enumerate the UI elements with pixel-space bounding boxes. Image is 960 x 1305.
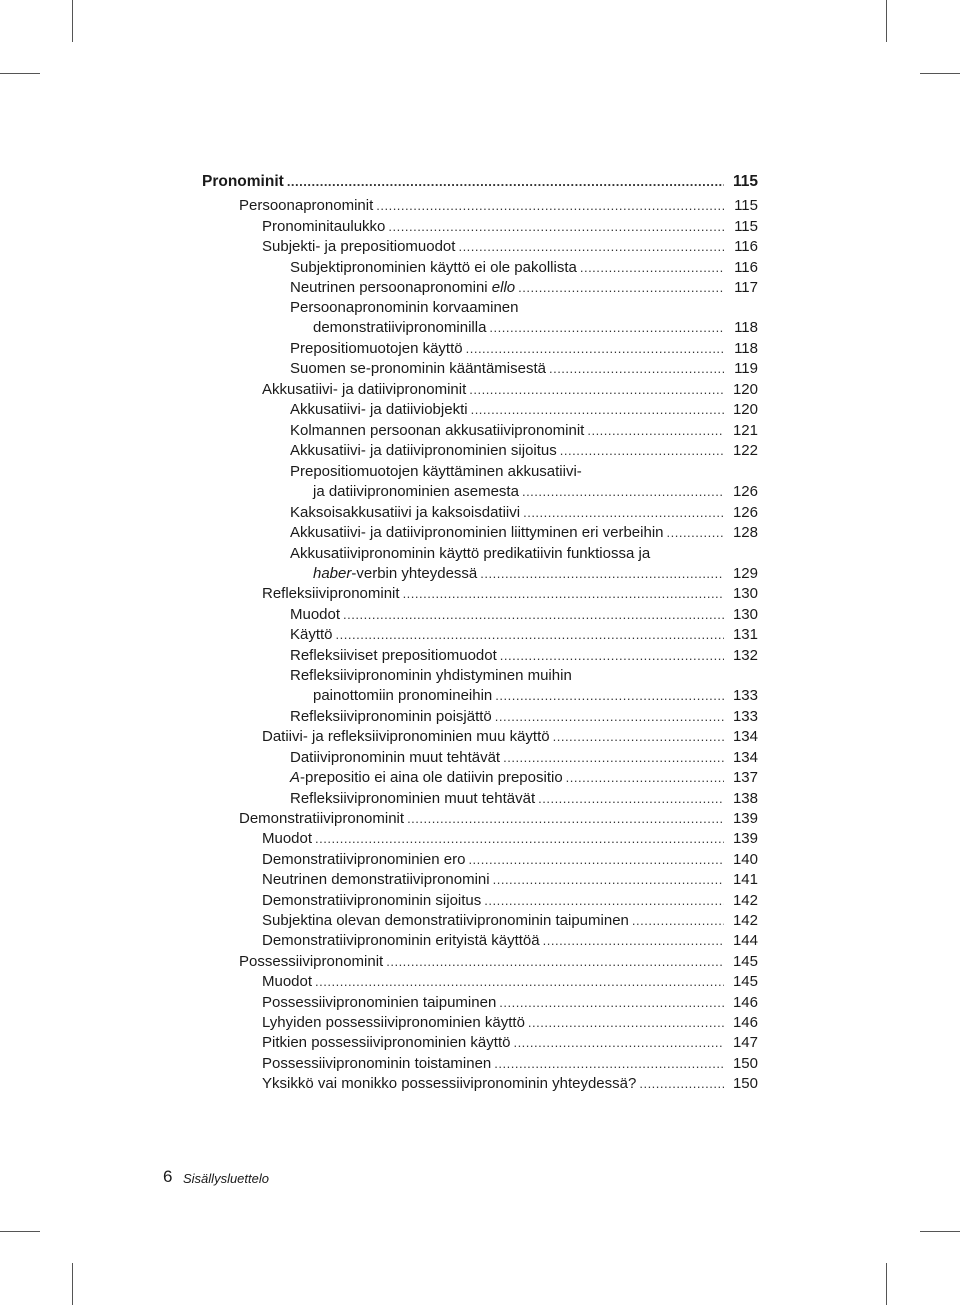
toc-entry-title-line: Refleksiivipronominin yhdistyminen muihin (290, 667, 572, 684)
toc-page-number: 142 (732, 912, 758, 929)
toc-entry[interactable] (262, 237, 758, 256)
dot-leader (499, 993, 724, 1012)
toc-page-number: 139 (732, 810, 758, 827)
dot-leader (553, 727, 724, 746)
toc-entry-title: Lyhyiden possessiivipronominien käyttö (262, 1014, 525, 1031)
toc-entry-title: Possessiivipronominit (239, 953, 384, 970)
toc-page-number: 117 (734, 279, 758, 296)
toc-entry[interactable] (262, 1013, 758, 1032)
dot-leader (489, 318, 724, 337)
toc-entry[interactable] (290, 339, 758, 358)
toc-entry[interactable] (262, 1033, 758, 1052)
dot-leader (518, 278, 724, 297)
dot-leader (523, 503, 724, 522)
dot-leader (480, 564, 724, 583)
toc-entry-title: Datiivipronominin muut tehtävät (290, 749, 501, 766)
toc-entry[interactable] (290, 625, 758, 644)
dot-leader (468, 850, 724, 869)
toc-entry[interactable] (290, 748, 758, 767)
dot-leader (549, 359, 724, 378)
dot-leader (388, 217, 724, 236)
toc-page-number: 144 (732, 932, 758, 949)
toc-entry-title-line: Prepositiomuotojen käyttäminen akkusatiivi- (290, 463, 582, 480)
toc-entry[interactable] (239, 809, 758, 828)
toc-entry[interactable] (313, 318, 758, 337)
toc-entry-title: Subjektipronominien käyttö ei ole pakollista (290, 259, 577, 276)
toc-entry-title: Demonstratiivipronominien ero (262, 851, 466, 868)
toc-entry-title: Akkusatiivi- ja datiivipronominit (262, 381, 467, 398)
toc-page-number: 115 (732, 173, 758, 190)
dot-leader (500, 646, 724, 665)
toc-entry[interactable] (290, 605, 758, 624)
toc-page-number: 120 (732, 381, 758, 398)
toc-page-number: 142 (732, 892, 758, 909)
toc-entry-title: Kolmannen persoonan akkusatiivipronominit (290, 422, 585, 439)
toc-page-number: 150 (732, 1055, 758, 1072)
dot-leader (343, 605, 724, 624)
dot-leader (315, 829, 724, 848)
toc-entry-title: Possessiivipronominien taipuminen (262, 994, 497, 1011)
toc-page-number: 118 (734, 319, 758, 336)
toc-entry-title: demonstratiivipronominilla (313, 319, 487, 336)
dot-leader (376, 196, 724, 215)
toc-entry-title: Akkusatiivi- ja datiivipronominien liittyminen eri verbeihin (290, 524, 664, 541)
dot-leader (336, 625, 724, 644)
dot-leader (493, 870, 724, 889)
toc-entry[interactable] (262, 584, 758, 603)
toc-page-number: 131 (732, 626, 758, 643)
toc-entry-title: Refleksiiviset prepositiomuodot (290, 647, 497, 664)
toc-page-number: 115 (734, 197, 758, 214)
toc-entry[interactable] (262, 972, 758, 991)
toc-entry-title: Subjekti- ja prepositiomuodot (262, 238, 456, 255)
toc-page-number: 129 (732, 565, 758, 582)
toc-entry-title: Pronominit (202, 173, 284, 190)
toc-page-number: 121 (732, 422, 758, 439)
toc-entry[interactable] (202, 172, 758, 191)
dot-leader (560, 441, 724, 460)
toc-page-number: 132 (732, 647, 758, 664)
toc-entry-title: haber-verbin yhteydessä (313, 565, 478, 582)
toc-entry[interactable] (262, 1054, 758, 1073)
dot-leader (513, 1033, 724, 1052)
toc-entry-title: Subjektina olevan demonstratiivipronominin taipuminen (262, 912, 629, 929)
toc-entry[interactable] (262, 727, 758, 746)
toc-page-number: 141 (732, 871, 758, 888)
toc-entry-title: ja datiivipronominien asemesta (313, 483, 519, 500)
footer-page-number: 6 (163, 1167, 173, 1186)
dot-leader (458, 237, 724, 256)
toc-entry-title: Akkusatiivi- ja datiivipronominien sijoitus (290, 442, 557, 459)
dot-leader (495, 686, 724, 705)
toc-page-number: 134 (732, 728, 758, 745)
toc-entry-title: Demonstratiivipronominin sijoitus (262, 892, 482, 909)
toc-entry-title-line: Persoonapronominin korvaaminen (290, 299, 519, 316)
toc-entry-title: painottomiin pronomineihin (313, 687, 493, 704)
toc-entry[interactable] (290, 421, 758, 440)
toc-entry[interactable] (313, 686, 758, 705)
toc-page-number: 147 (732, 1034, 758, 1051)
dot-leader (495, 707, 724, 726)
toc-entry-title: Neutrinen demonstratiivipronomini (262, 871, 490, 888)
toc-entry[interactable] (290, 258, 758, 277)
toc-page-number: 139 (732, 830, 758, 847)
dot-leader (403, 584, 724, 603)
dot-leader (386, 952, 724, 971)
toc-entry[interactable] (239, 196, 758, 215)
toc-page-number: 126 (732, 504, 758, 521)
dot-leader (667, 523, 725, 542)
toc-entry-title: Muodot (262, 830, 313, 847)
toc-page-number: 115 (734, 218, 758, 235)
toc-entry[interactable] (262, 217, 758, 236)
dot-leader (639, 1074, 724, 1093)
dot-leader (407, 809, 724, 828)
toc-entry-title: Refleksiivipronominit (262, 585, 400, 602)
toc-entry-title: Refleksiivipronominien muut tehtävät (290, 790, 536, 807)
toc-entry-title: A-prepositio ei aina ole datiivin prepositio (290, 769, 563, 786)
toc-page-number: 116 (734, 238, 758, 255)
dot-leader (522, 482, 724, 501)
toc-entry-title: Kaksoisakkusatiivi ja kaksoisdatiivi (290, 504, 521, 521)
toc-entry[interactable] (290, 503, 758, 522)
dot-leader (466, 339, 724, 358)
toc-entry[interactable] (262, 829, 758, 848)
toc-page-number: 140 (732, 851, 758, 868)
toc-page-number: 126 (732, 483, 758, 500)
toc-page-number: 130 (732, 585, 758, 602)
dot-leader (287, 172, 724, 191)
toc-entry-title: Akkusatiivi- ja datiiviobjekti (290, 401, 468, 418)
toc-entry[interactable] (290, 789, 758, 808)
dot-leader (587, 421, 724, 440)
toc-entry-title: Datiivi- ja refleksiivipronominien muu käyttö (262, 728, 550, 745)
toc-page-number: 145 (732, 973, 758, 990)
toc-entry[interactable] (239, 952, 758, 971)
toc-entry[interactable] (290, 441, 758, 460)
toc-page-number: 128 (732, 524, 758, 541)
toc-page-number: 133 (732, 708, 758, 725)
toc-entry-title: Muodot (290, 606, 341, 623)
toc-entry-title: Yksikkö vai monikko possessiivipronominin yhteydessä? (262, 1075, 637, 1092)
toc-entry[interactable] (262, 891, 758, 910)
toc-page-number: 119 (734, 360, 758, 377)
toc-entry[interactable] (313, 482, 758, 501)
toc-entry[interactable] (262, 911, 758, 930)
toc-entry[interactable] (290, 400, 758, 419)
toc-entry[interactable] (290, 278, 758, 297)
toc-entry-title: Käyttö (290, 626, 333, 643)
toc-entry-title: Prepositiomuotojen käyttö (290, 340, 463, 357)
toc-entry-title: Neutrinen persoonapronomini ello (290, 279, 516, 296)
toc-entry[interactable] (290, 646, 758, 665)
dot-leader (469, 380, 724, 399)
toc-entry[interactable] (290, 768, 758, 787)
toc-entry[interactable] (262, 931, 758, 950)
toc-entry[interactable] (262, 993, 758, 1012)
dot-leader (538, 789, 724, 808)
toc-entry-title: Suomen se-pronominin kääntämisestä (290, 360, 546, 377)
toc-entry-title: Pronominitaulukko (262, 218, 386, 235)
dot-leader (471, 400, 724, 419)
toc-page-number: 145 (732, 953, 758, 970)
toc-entry-title: Refleksiivipronominin poisjättö (290, 708, 492, 725)
footer-section-title: Sisällysluettelo (183, 1171, 269, 1186)
dot-leader (580, 258, 724, 277)
toc-page-number: 146 (732, 994, 758, 1011)
toc-entry-title: Muodot (262, 973, 313, 990)
toc-entry[interactable] (290, 707, 758, 726)
toc-page-number: 134 (732, 749, 758, 766)
dot-leader (494, 1054, 724, 1073)
dot-leader (484, 891, 724, 910)
dot-leader (503, 748, 724, 767)
toc-entry[interactable] (262, 1074, 758, 1093)
toc-page-number: 120 (732, 401, 758, 418)
dot-leader (566, 768, 724, 787)
toc-entry[interactable] (262, 380, 758, 399)
toc-page-number: 137 (732, 769, 758, 786)
dot-leader (543, 931, 724, 950)
toc-page-number: 146 (732, 1014, 758, 1031)
toc-page-number: 122 (732, 442, 758, 459)
toc-entry-title: Pitkien possessiivipronominien käyttö (262, 1034, 511, 1051)
toc-entry[interactable] (262, 870, 758, 889)
toc-page-number: 138 (732, 790, 758, 807)
toc-page-number: 133 (732, 687, 758, 704)
toc-entry-title: Possessiivipronominin toistaminen (262, 1055, 492, 1072)
toc-page-number: 150 (732, 1075, 758, 1092)
toc-entry-title-line: Akkusatiivipronominin käyttö predikatiivin funktiossa ja (290, 545, 651, 562)
toc-page-number: 118 (734, 340, 758, 357)
toc-entry[interactable] (290, 359, 758, 378)
dot-leader (632, 911, 724, 930)
dot-leader (315, 972, 724, 991)
toc-page-number: 130 (732, 606, 758, 623)
toc-entry[interactable] (262, 850, 758, 869)
toc-entry[interactable] (313, 564, 758, 583)
toc-page-number: 116 (734, 259, 758, 276)
toc-entry-title: Persoonapronominit (239, 197, 374, 214)
dot-leader (528, 1013, 724, 1032)
toc-entry-title: Demonstratiivipronominit (239, 810, 405, 827)
toc-entry-title: Demonstratiivipronominin erityistä käyttöä (262, 932, 540, 949)
toc-entry[interactable] (290, 523, 758, 542)
